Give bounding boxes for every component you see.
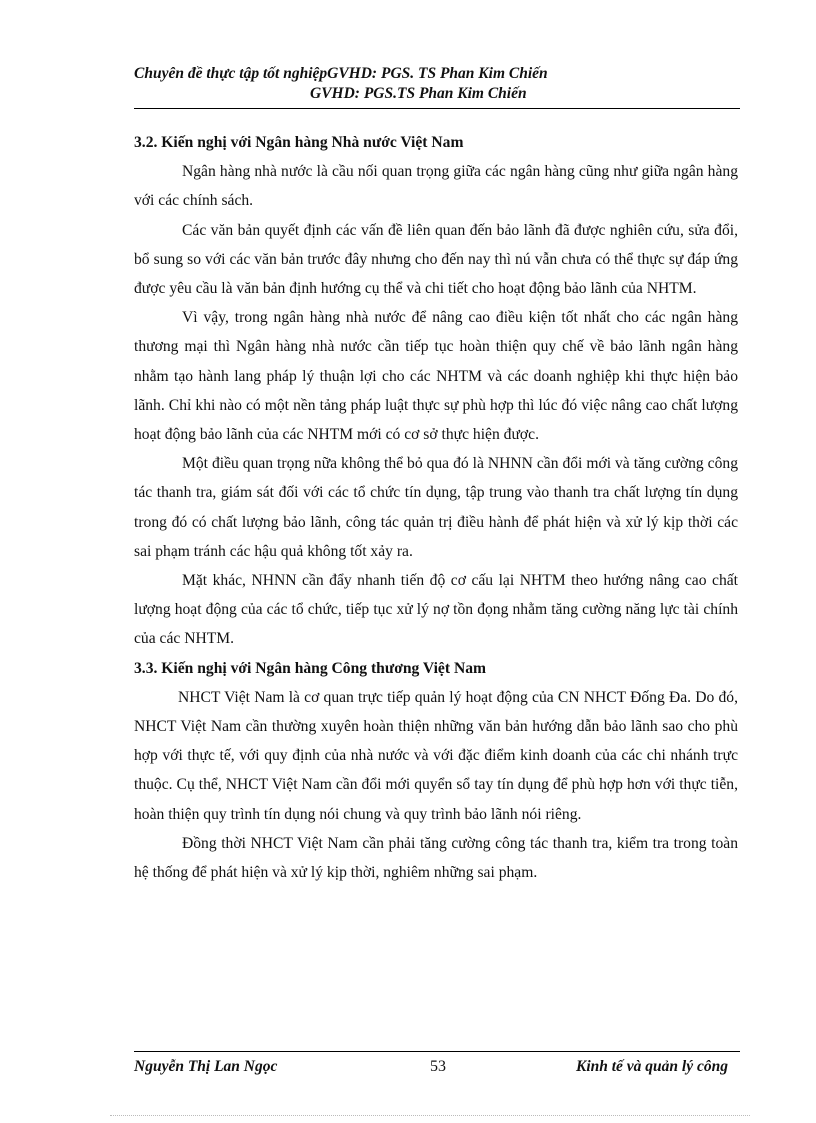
page-bottom-border bbox=[110, 1115, 750, 1116]
header-line-1: Chuyên đề thực tập tốt nghiệpGVHD: PGS. TS Phan Kim Chiến bbox=[134, 65, 548, 82]
footer-author: Nguyễn Thị Lan Ngọc bbox=[134, 1058, 278, 1075]
paragraph: Ngân hàng nhà nước là cầu nối quan trọng giữa các ngân hàng cũng như giữa ngân hàng với các chính sách. bbox=[134, 163, 738, 210]
footer-major: Kinh tế và quản lý công bbox=[575, 1058, 728, 1075]
paragraph: Mặt khác, NHNN cần đẩy nhanh tiến độ cơ cấu lại NHTM theo hướng nâng cao chất lượng hoạt động của các tổ chức, tiếp tục xử lý nợ tồn đọng nhằm tăng cường năng lực tài chính của các NHTM. bbox=[134, 572, 738, 648]
footer-divider bbox=[134, 1051, 740, 1052]
page-header bbox=[134, 64, 740, 104]
paragraph: Đồng thời NHCT Việt Nam cần phải tăng cường công tác thanh tra, kiểm tra trong toàn hệ thống để phát hiện và xử lý kịp thời, nghiêm những sai phạm. bbox=[134, 834, 738, 882]
paragraph: Vì vậy, trong ngân hàng nhà nước để nâng cao điều kiện tốt nhất cho các ngân hàng thương mại thì Ngân hàng nhà nước cần tiếp tục hoàn thiện quy chế về bảo lãnh ngân hàng nhằm tạo hành lang pháp lý thuận lợi cho các NHTM và các doanh nghiệp khi thực hiện bảo lãnh. Chỉ khi nào có một nền tảng pháp luật thực sự phù hợp thì lúc đó việc nâng cao chất lượng hoạt động bảo lãnh của các NHTM mới có cơ sở thực hiện được. bbox=[134, 309, 738, 444]
section-heading-3-3: 3.3. Kiến nghị với Ngân hàng Công thương Việt Nam bbox=[134, 659, 486, 677]
paragraph: Một điều quan trọng nữa không thể bỏ qua đó là NHNN cần đổi mới và tăng cường công tác thanh tra, giám sát đối với các tổ chức tín dụng, tập trung vào thanh tra chất lượng tín dụng trong đó có chất lượng bảo lãnh, công tác quản trị điều hành để phát hiện và xử lý kịp thời các sai phạm tránh các hậu quả không tốt xảy ra. bbox=[134, 455, 738, 560]
paragraph: Các văn bản quyết định các vấn đề liên quan đến bảo lãnh đã được nghiên cứu, sửa đổi, bổ sung so với các văn bản trước đây nhưng cho đến nay thì nú vẫn chưa có thể thực sự đáp ứng được yêu cầu là văn bản định hướng cụ thể và chi tiết cho hoạt động bảo lãnh của NHTM. bbox=[134, 221, 738, 298]
page-footer bbox=[134, 1058, 740, 1080]
document-body bbox=[134, 128, 738, 887]
paragraph: NHCT Việt Nam là cơ quan trực tiếp quản lý hoạt động của CN NHCT Đống Đa. Do đó, NHCT Việt Nam cần thường xuyên hoàn thiện những văn bản hướng dẫn bảo lãnh sao cho phù hợp với thực tế, với quy định của nhà nước và với đặc điểm kinh doanh của các chi nhánh trực thuộc. Cụ thể, NHCT Việt Nam cần đổi mới quyển sổ tay tín dụng để phù hợp hơn với thực tiễn, hoàn thiện quy trình tín dụng nói chung và quy trình bảo lãnh nói riêng. bbox=[134, 688, 738, 823]
header-divider bbox=[134, 108, 740, 109]
page-number: 53 bbox=[430, 1058, 446, 1075]
section-heading-3-2: 3.2. Kiến nghị với Ngân hàng Nhà nước Việt Nam bbox=[134, 134, 464, 151]
header-line-2: GVHD: PGS.TS Phan Kim Chiến bbox=[310, 85, 527, 102]
